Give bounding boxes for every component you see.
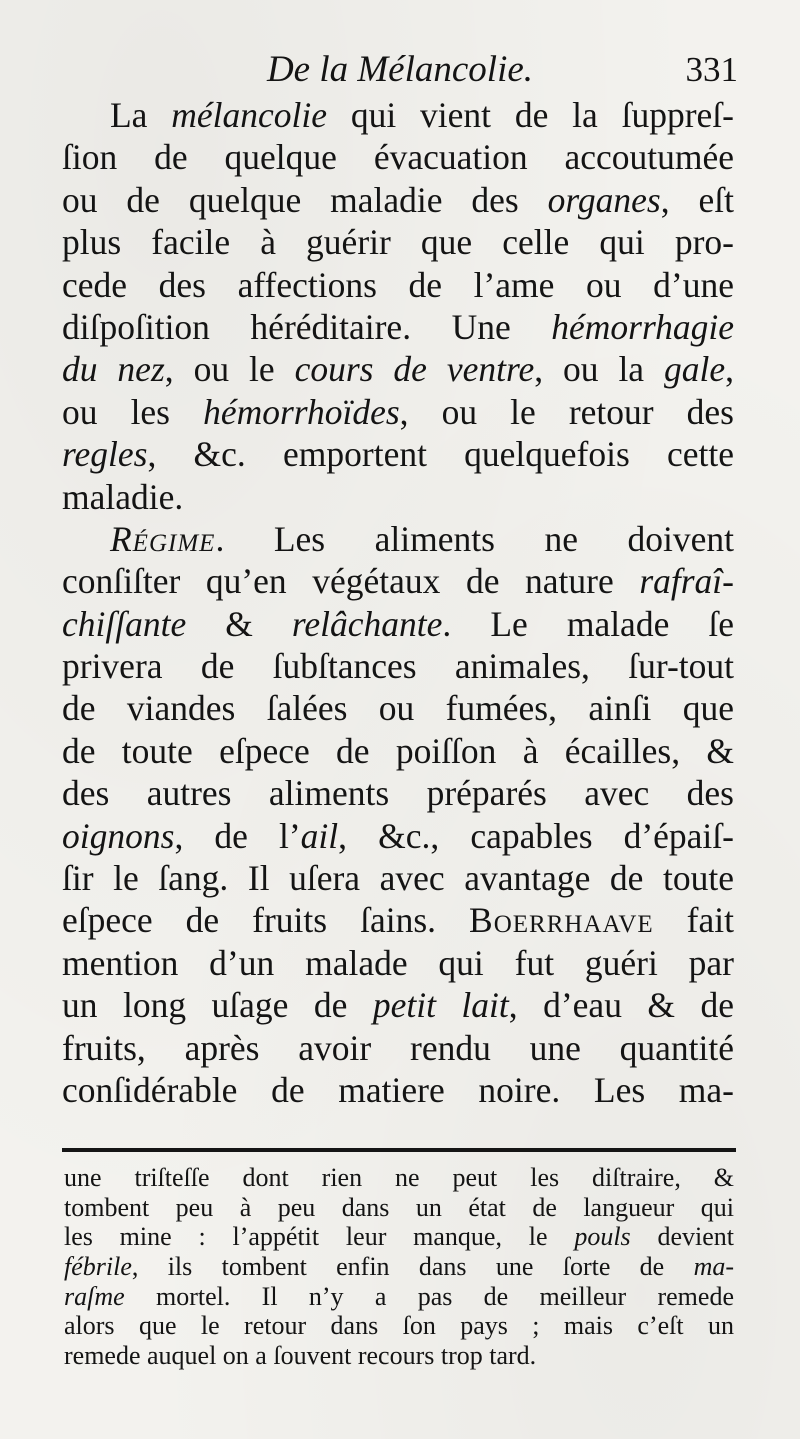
page-header (60, 44, 740, 96)
footnote-line: les mine : l’appétit leur manque, le pouls devient (64, 1222, 734, 1252)
text-line: regles, &c. emportent quelquefois cette (62, 434, 734, 475)
footnote-line: une triſteſſe dont rien ne peut les diſtraire, & (64, 1163, 734, 1192)
text-line: un long uſage de petit lait, d’eau & de (62, 985, 734, 1026)
text-line: de viandes ſalées ou fumées, ainſi que (62, 688, 734, 729)
footnote-divider (62, 1148, 736, 1152)
text-line: conſiſter qu’en végétaux de nature rafraî- (62, 561, 734, 602)
text-line: privera de ſubſtances animales, ſur-tout (62, 646, 734, 687)
footnote-line: remede auquel on a ſouvent recours trop tard. (64, 1341, 537, 1371)
footnote-line: tombent peu à peu dans un état de langueur qui (64, 1192, 734, 1222)
running-title: De la Mélancolie. (266, 49, 534, 90)
text-line: du nez, ou le cours de ventre, ou la gale, (62, 349, 734, 390)
footnote (64, 1163, 734, 1371)
text-line: La mélancolie qui vient de la ſuppreſ- (110, 95, 734, 135)
text-line: cede des affections de l’ame ou d’une (62, 264, 734, 305)
footnote-line: alors que le retour dans ſon pays ; mais c’eſt un (64, 1311, 734, 1341)
text-line: conſidérable de matiere noire. Les ma- (62, 1069, 734, 1110)
page-number: 331 (685, 50, 738, 89)
text-line: diſpoſition héréditaire. Une hémorrhagie (62, 306, 734, 347)
text-line: maladie. (62, 476, 184, 517)
text-line: eſpece de fruits ſains. Boerrhaave fait (62, 900, 734, 941)
footnote-line: raſme mortel. Il n’y a pas de meilleur remede (64, 1281, 734, 1311)
text-line: ou de quelque maladie des organes, eſt (62, 179, 734, 220)
text-line: de toute eſpece de poiſſon à écailles, & (62, 730, 734, 771)
text-line: ſir le ſang. Il uſera avec avantage de toute (62, 858, 734, 899)
text-line: plus facile à guérir que celle qui pro- (62, 222, 734, 263)
text-line: mention d’un malade qui fut guéri par (62, 942, 734, 983)
text-line: chiſſante & relâchante. Le malade ſe (62, 603, 734, 644)
section-heading: Régime (110, 518, 216, 559)
text-line: des autres aliments préparés avec des (62, 773, 734, 814)
footnote-line: fébrile, ils tombent enfin dans une ſorte de ma- (64, 1252, 734, 1282)
text-line: oignons, de l’ail, &c., capables d’épaiſ- (62, 815, 734, 856)
text-line: fruits, après avoir rendu une quantité (62, 1027, 734, 1068)
text-line: Régime. Les aliments ne doivent (110, 518, 734, 559)
text-line: ou les hémorrhoïdes, ou le retour des (62, 391, 734, 432)
text-line: ſion de quelque évacuation accoutumée (62, 137, 734, 178)
author-name: Boerrhaave (469, 900, 654, 941)
main-text (62, 94, 734, 1111)
